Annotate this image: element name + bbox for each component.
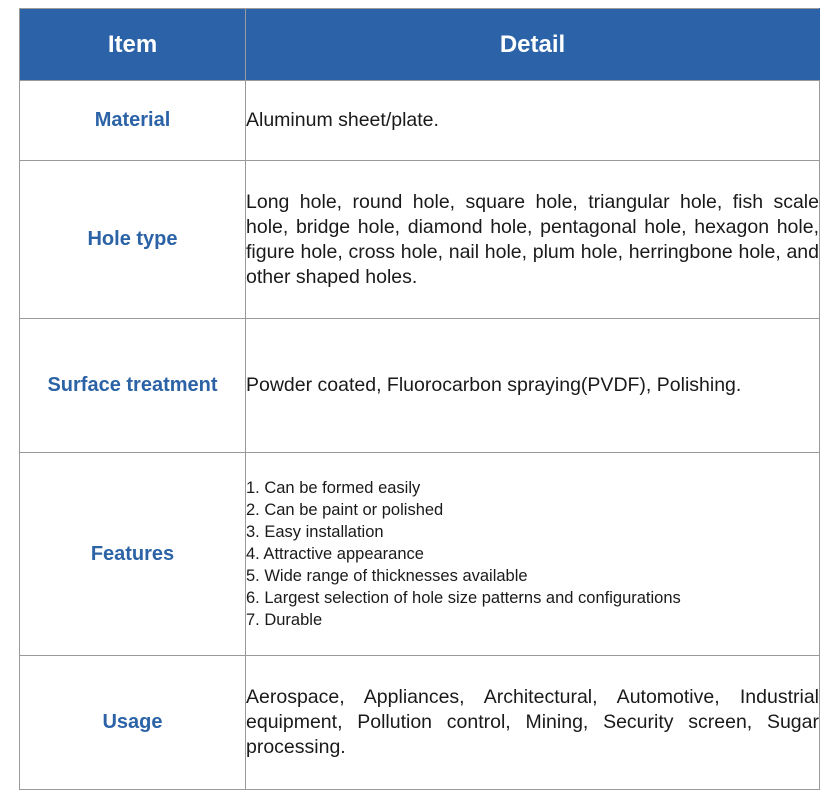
item-cell-material: Material	[20, 81, 246, 161]
table-row-hole-type	[20, 161, 820, 319]
detail-cell-hole-type: Long hole, round hole, square hole, triangular hole, fish scale hole, bridge hole, diamond hole, pentagonal hole, hexagon hole, figure hole, cross hole, nail hole, plum hole, herringbone hole, and other shaped holes.	[246, 161, 820, 319]
header-row	[20, 9, 820, 81]
item-cell-hole-type: Hole type	[20, 161, 246, 319]
feature-item: 1. Can be formed easily	[246, 479, 421, 497]
detail-cell-material: Aluminum sheet/plate.	[246, 81, 820, 161]
table-row-surface-treatment	[20, 319, 820, 453]
header-detail: Detail	[246, 9, 820, 81]
detail-cell-surface-treatment: Powder coated, Fluorocarbon spraying(PVDF), Polishing.	[246, 319, 820, 453]
table-row-features	[20, 453, 820, 656]
feature-item: 3. Easy installation	[246, 523, 384, 541]
item-cell-surface-treatment: Surface treatment	[20, 319, 246, 453]
feature-item: 2. Can be paint or polished	[246, 501, 444, 519]
feature-item: 7. Durable	[246, 611, 323, 629]
table-row-usage	[20, 656, 820, 790]
table-row-material	[20, 81, 820, 161]
item-cell-usage: Usage	[20, 656, 246, 790]
detail-cell-usage: Aerospace, Appliances, Architectural, Automotive, Industrial equipment, Pollution control, Mining, Security screen, Sugar processing.	[246, 656, 820, 790]
feature-item: 5. Wide range of thicknesses available	[246, 567, 528, 585]
feature-item: 6. Largest selection of hole size patterns and configurations	[246, 589, 681, 607]
header-item: Item	[20, 9, 246, 81]
item-cell-features: Features	[20, 453, 246, 656]
feature-item: 4. Attractive appearance	[246, 545, 424, 563]
spec-table	[19, 8, 820, 790]
detail-cell-features	[246, 453, 820, 656]
